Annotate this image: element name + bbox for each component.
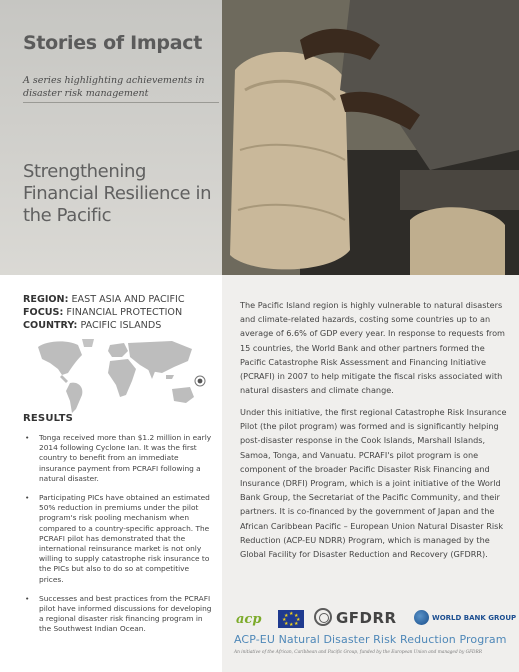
title-divider <box>23 102 219 103</box>
hero-banner <box>0 0 519 275</box>
country-label: COUNTRY: <box>23 320 78 331</box>
body-paragraph-2: Under this initiative, the first regional Catastrophe Risk Insurance Pilot (the pilot program) was formed and is significantly helping post-disaster response in the Cook Islands, Marshall Islands, Samoa, Tonga, and Vanuatu. PCRAFI's pilot program is one component of the broader Pacific Disaster Risk Financing and Insurance (DRFI) Program, which is a joint initiative of the World Bank Group, the Secretariat of the Pacific Community, and their partners. It is co-financed by the government of Japan and the African Caribbean Pacific – European Union Natural Disaster Risk Reduction (ACP-EU NDRR) Program, which is managed by the Global Facility for Disaster Reduction and Recovery (GFDRR). <box>240 407 507 560</box>
program-title: ACP-EU Natural Disaster Risk Reduction Program <box>234 633 507 646</box>
footer-branding <box>222 600 519 672</box>
partner-logos <box>234 608 519 634</box>
world-bank-logo: WORLD BANK GROUP <box>432 614 517 622</box>
results-list <box>23 433 213 644</box>
sidebar <box>0 275 222 672</box>
story-meta <box>23 293 185 332</box>
region-line <box>23 293 185 306</box>
country-value: PACIFIC ISLANDS <box>80 320 162 331</box>
gfdrr-logo: GFDRR <box>336 609 397 627</box>
series-title: Stories of Impact <box>23 32 202 54</box>
world-bank-globe-icon <box>414 610 429 625</box>
acp-logo: acp <box>236 612 262 627</box>
world-map <box>32 337 212 419</box>
result-item: • Participating PICs have obtained an estimated 50% reduction in premiums under the pilot program's risk pooling mechanism when compared to a country-specific approach. The PCRAFI pilot has demonstrated that the international reinsurance market is not only willing to supply catastrophe risk insurance to the PICs but also to do so at competitive prices. <box>23 493 213 585</box>
region-label: REGION: <box>23 294 69 305</box>
result-item: • Tonga received more than $1.2 million in early 2014 following Cyclone Ian. It was the first country to benefit from an immediate insurance payment from PCRAFI following a natural disaster. <box>23 433 213 484</box>
focus-label: FOCUS: <box>23 307 64 318</box>
story-heading: Strengthening Financial Resilience in the Pacific <box>23 161 212 226</box>
series-subtitle: A series highlighting achievements in disaster risk management <box>23 75 205 99</box>
region-value: EAST ASIA AND PACIFIC <box>71 294 185 305</box>
result-item: • Successes and best practices from the PCRAFI pilot have informed discussions for developing a regional disaster risk financing program in the Southwest Indian Ocean. <box>23 594 213 635</box>
eu-flag-icon: ★ ★ ★ ★ ★ ★ ★ ★ <box>278 610 304 628</box>
gfdrr-seal-icon <box>314 608 332 626</box>
body-paragraph-1: The Pacific Island region is highly vulnerable to natural disasters and climate-related hazards, costing some countries up to an average of 6.6% of GDP every year. In response to requests from 15 countries, the World Bank and other partners formed the Pacific Catastrophe Risk Assessment and Financing Initiative (PCRAFI) in 2007 to help mitigate the fiscal risks associated with natural disasters and climate change. <box>240 300 505 396</box>
results-heading: RESULTS <box>23 413 73 424</box>
country-line <box>23 319 185 332</box>
hero-title-panel <box>0 0 222 275</box>
focus-line <box>23 306 185 319</box>
program-tagline: An initiative of the African, Caribbean and Pacific Group, funded by the European Union and managed by GFDRR <box>234 650 482 655</box>
focus-value: FINANCIAL PROTECTION <box>66 307 183 318</box>
